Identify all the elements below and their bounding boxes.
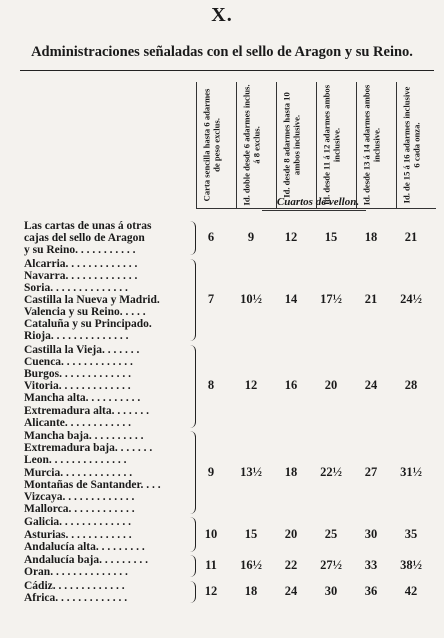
destination-line: cajas del sello de Aragon (24, 232, 145, 245)
title-divider (20, 70, 434, 71)
page-number: X. (211, 4, 233, 26)
column-header: Id. de 15 á 16 adarmes inclusive 6 cada onza. (396, 82, 427, 208)
column-header: Id. desde 11 á 12 adarmes ambos inclusive. (316, 82, 347, 208)
rate-cell: 25 (324, 526, 338, 541)
rate-cell: 10 (204, 526, 218, 541)
destination-line: Galicia. . . . . . . . . . . . . (24, 516, 132, 529)
rate-cell: 36 (364, 584, 378, 598)
rate-cell: 12 (204, 584, 218, 598)
rate-cell: 16½ (240, 558, 262, 573)
rate-cell: 18 (244, 584, 258, 598)
destination-line: Montañas de Santander. . . . (24, 478, 161, 491)
rate-cell: 21 (404, 230, 418, 245)
destination-line: Rioja. . . . . . . . . . . . . . (24, 330, 129, 343)
rate-cell: 42 (404, 584, 418, 598)
rate-cell: 9 (247, 230, 255, 245)
destination-line: Andalucía baja. . . . . . . . . (24, 554, 148, 567)
page-title: Administraciones señaladas con el sello de Aragon y su Reino. (31, 44, 413, 60)
rate-cell: 7 (207, 292, 215, 307)
rate-cell: 30 (324, 584, 338, 598)
rate-cell: 10½ (240, 292, 262, 307)
rate-cell: 27 (364, 464, 378, 479)
destination-line: y su Reino. . . . . . . . . . . (24, 244, 136, 257)
rate-cell: 33 (364, 558, 378, 573)
rate-cell: 16 (284, 378, 298, 393)
rate-cell: 20 (324, 378, 338, 393)
destination-line: Oran. . . . . . . . . . . . . . (24, 566, 128, 579)
rate-cell: 28 (404, 378, 418, 393)
rate-cell: 24½ (400, 292, 422, 307)
rate-cell: 22 (284, 558, 298, 573)
destination-line: Castilla la Nueva y Madrid. (24, 294, 160, 307)
destination-line: Vitoria. . . . . . . . . . . . . (24, 380, 131, 393)
destination-line: Castilla la Vieja. . . . . . . (24, 344, 140, 356)
rate-cell: 24 (284, 584, 298, 598)
rate-cell: 38½ (400, 558, 422, 573)
destination-line: Soria. . . . . . . . . . . . . . (24, 282, 128, 294)
rate-cell: 22½ (320, 464, 342, 479)
rate-cell: 15 (324, 230, 338, 245)
destination-line: Alcarria. . . . . . . . . . . . . (24, 257, 138, 270)
destination-line: Vizcaya. . . . . . . . . . . . . (24, 490, 135, 503)
rate-cell: 9 (207, 464, 215, 479)
destination-line: Cádiz. . . . . . . . . . . . . (24, 579, 125, 592)
rate-cell: 21 (364, 292, 378, 307)
destination-line: Leon. . . . . . . . . . . . . . (24, 454, 127, 467)
destination-line: Extremadura alta. . . . . . . (24, 404, 150, 417)
rate-cell: 31½ (400, 464, 422, 479)
destination-line: Extremadura baja. . . . . . . (24, 442, 153, 455)
rate-cell: 27½ (320, 558, 342, 573)
column-header: Carta sencilla hasta 6 adarmes de peso exclus. (196, 82, 227, 208)
rate-cell: 14 (284, 292, 298, 307)
destination-line: Mancha alta. . . . . . . . . . (24, 392, 141, 405)
destination-line: Murcia. . . . . . . . . . . . . (24, 466, 133, 479)
column-header: Id. desde 13 á 14 adarmes ambos inclusive. (356, 82, 387, 208)
rate-cell: 12 (284, 230, 298, 245)
destination-line: Navarra. . . . . . . . . . . . . (24, 269, 138, 282)
header-divider (196, 208, 436, 209)
rate-cell: 30 (364, 526, 378, 541)
column-header: Id. desde 8 adarmes hasta 10 ambos inclusive. (276, 82, 307, 208)
rate-cell: 12 (244, 378, 258, 393)
destination-line: Mancha baja. . . . . . . . . . (24, 430, 144, 443)
destination-line: Asturias. . . . . . . . . . . . (24, 528, 132, 541)
destination-line: Africa. . . . . . . . . . . . . (24, 592, 128, 604)
rate-cell: 6 (207, 230, 215, 245)
destination-line: Alicante. . . . . . . . . . . . (24, 416, 132, 429)
rate-cell: 13½ (240, 464, 262, 479)
unit-underline (262, 210, 366, 211)
destination-line: Burgos. . . . . . . . . . . . . (24, 368, 132, 381)
rate-cell: 11 (205, 558, 217, 573)
destination-line: Andalucía alta. . . . . . . . . (24, 540, 145, 553)
rate-cell: 8 (207, 378, 215, 393)
destination-line: Las cartas de unas á otras (24, 220, 152, 232)
rate-cell: 15 (244, 526, 258, 541)
rate-cell: 35 (404, 526, 418, 541)
rate-cell: 18 (284, 464, 298, 479)
rate-cell: 20 (284, 526, 298, 541)
unit-label: Cuartos de vellon. (276, 196, 360, 208)
destination-line: Mallorca. . . . . . . . . . . . (24, 502, 135, 515)
destination-line: Cataluña y su Principado. (24, 318, 152, 331)
destination-line: Valencia y su Reino. . . . . (24, 306, 146, 319)
column-header: Id. doble desde 6 adarmes inclus. á 8 exclus. (236, 82, 267, 208)
rate-cell: 24 (364, 378, 378, 393)
destination-line: Cuenca. . . . . . . . . . . . . (24, 356, 133, 369)
rate-cell: 17½ (320, 292, 342, 307)
rate-cell: 18 (364, 230, 378, 245)
